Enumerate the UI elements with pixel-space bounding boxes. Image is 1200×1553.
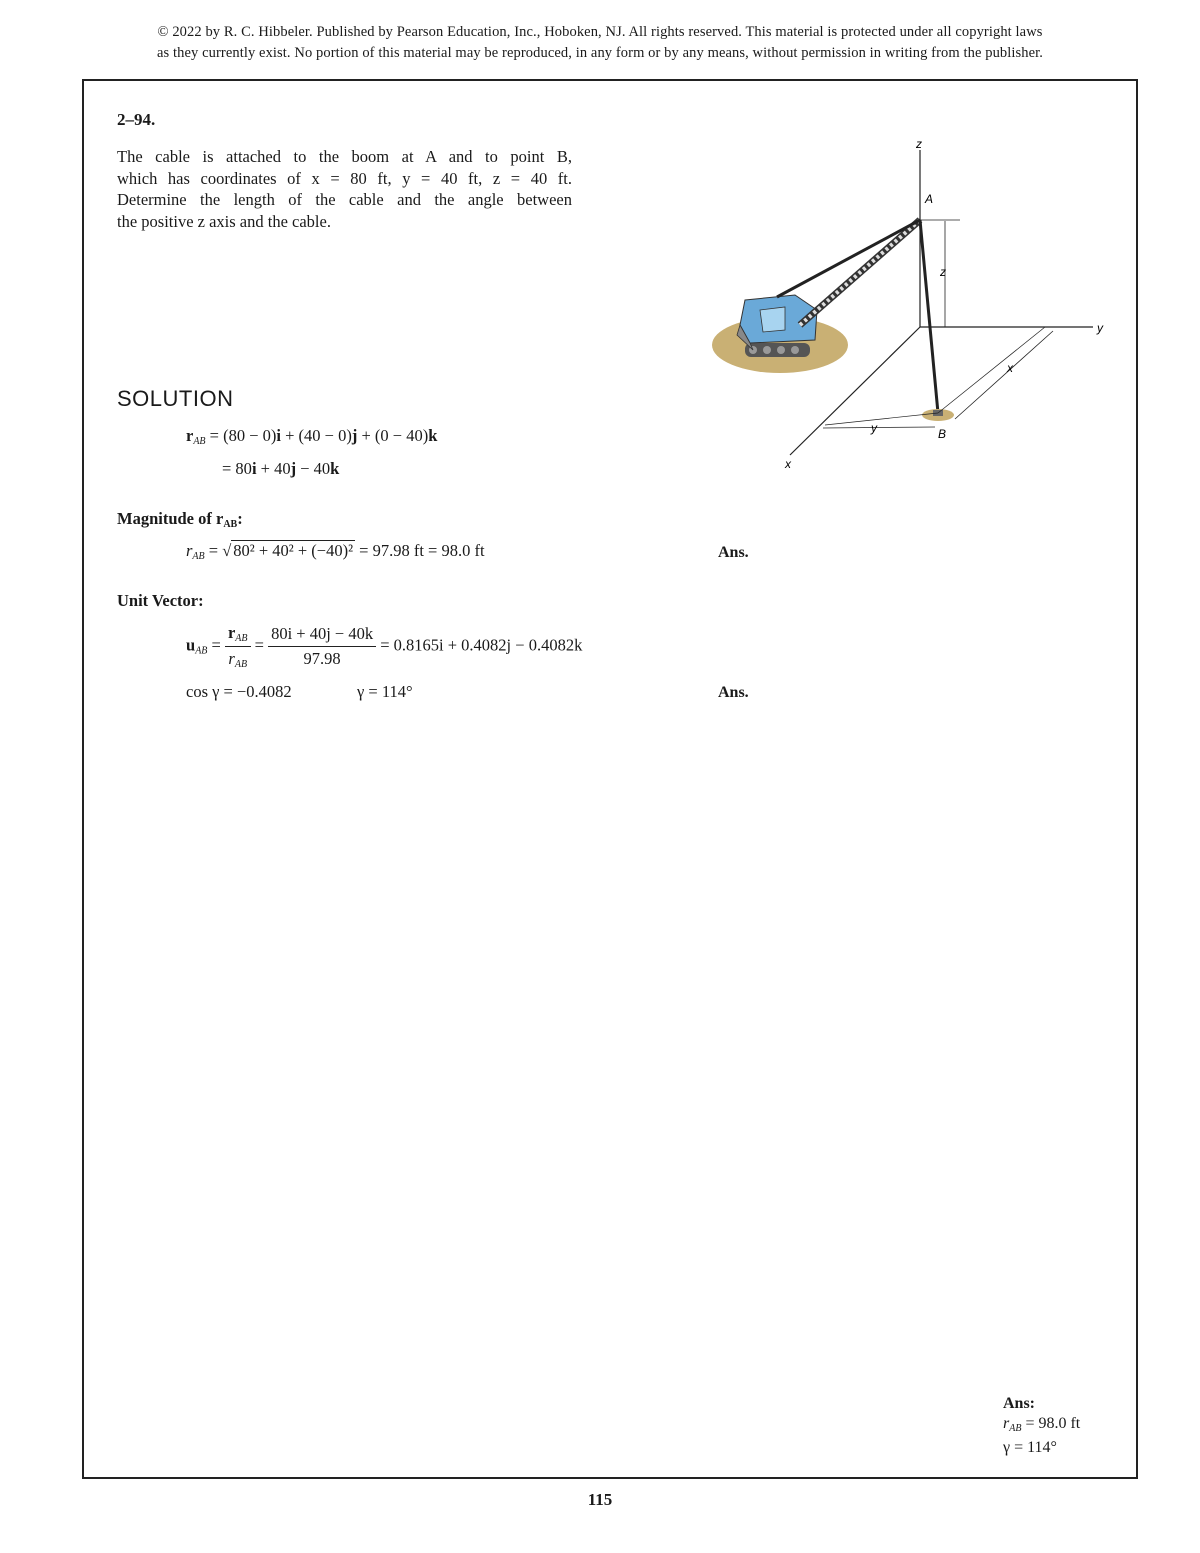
- problem-line-4: the positive z axis and the cable.: [117, 211, 331, 231]
- position-vector-equation: $r_{AB} = (80 - 0)i + (40 - 0)j + (0 - 40)k$: [186, 426, 438, 447]
- unit-vector-heading: Unit Vector:: [117, 591, 204, 610]
- position-vector-result: = 80i + 40j − 40k: [222, 459, 340, 478]
- unit-vector-numerator: 80i + 40j − 40k: [268, 624, 376, 647]
- answer-summary-angle: γ = 114°: [1003, 1439, 1057, 1456]
- r-over-r-fraction: $\frac{r_{AB}}{r_{AB}}$: [225, 623, 251, 670]
- unit-vector-result: = 0.8165i + 0.4082j − 0.4082k: [380, 635, 583, 655]
- x-dimension: [955, 331, 1053, 419]
- z-axis-label: z: [916, 137, 922, 151]
- x-dimension-label: x: [1007, 361, 1013, 375]
- point-b-label: B: [938, 427, 947, 441]
- cable-ab: [920, 220, 938, 413]
- answer-summary-length: $r_{AB} = 98.0$ ft: [1003, 1414, 1081, 1434]
- y-dimension-label: y: [871, 421, 877, 435]
- crane-figure: [705, 135, 1125, 475]
- magnitude-equation: $r_{AB}$ = √ 80² + 40² + (−40)² = 97.98 ft = 98.0 ft: [186, 541, 485, 562]
- y-axis-label: y: [1097, 321, 1103, 335]
- eq1-result-k-coef: − 40: [296, 459, 331, 478]
- magnitude-radicand: 80² + 40² + (−40)²: [233, 541, 354, 560]
- unit-vector-equation: $u_{AB}$ = $\frac{r_{AB}}{r_{AB}}$ = $\frac{80i + 40j - 40k}{97.98}$ = 0.8165i + 0.4082j − 0.4082k: [186, 623, 583, 670]
- copyright-line-2: as they currently exist. No portion of this material may be reproduced, in any form or by any means, without permission in writing from the publisher.: [156, 45, 1044, 61]
- eq1-term-2: + (40 − 0): [281, 426, 352, 445]
- magnitude-ans-label: Ans.: [718, 544, 749, 561]
- cos-gamma-equation: cos γ = −0.4082: [186, 682, 292, 701]
- x-axis-label: x: [785, 457, 791, 471]
- y-dimension: [823, 427, 935, 428]
- eq1-k: k: [428, 426, 438, 445]
- eq1-result-j-coef: + 40: [256, 459, 291, 478]
- answer-summary: [1003, 1394, 1080, 1458]
- magnitude-result: = 97.98 ft = 98.0 ft: [359, 541, 485, 560]
- solution-title: SOLUTION: [117, 386, 234, 411]
- copyright-notice: [60, 22, 1140, 64]
- eq1-term-3: + (0 − 40): [357, 426, 429, 445]
- unit-vector-denominator: 97.98: [303, 649, 341, 668]
- problem-line-1: The cable is attached to the boom at A and to point B,: [117, 147, 572, 166]
- page-number: 115: [587, 1490, 613, 1509]
- eq1-term-1: (80 − 0): [223, 426, 277, 445]
- gamma-equation: γ = 114°: [357, 682, 413, 701]
- answer-summary-heading: Ans:: [1003, 1395, 1036, 1412]
- point-a-label: A: [925, 192, 934, 206]
- problem-statement: [117, 146, 572, 232]
- problem-line-2: which has coordinates of x = 80 ft, y = 40 ft, z = 40 ft.: [117, 168, 572, 188]
- magnitude-heading: Magnitude of $r_{AB}$:: [117, 509, 243, 530]
- eq1-result-i-coef: = 80: [222, 459, 252, 478]
- problem-number: 2–94.: [117, 110, 156, 129]
- copyright-line-1: © 2022 by R. C. Hibbeler. Published by Pearson Education, Inc., Hoboken, NJ. All rights reserved. This material is protected under all copyright laws: [157, 24, 1043, 40]
- problem-line-3: Determine the length of the cable and the angle between: [117, 190, 572, 209]
- z-dimension-label: z: [940, 265, 946, 279]
- gamma-ans-label: Ans.: [718, 684, 749, 701]
- eq1-i: i: [276, 426, 281, 445]
- unit-vector-fraction: [268, 624, 376, 669]
- eq1-j: j: [351, 426, 358, 445]
